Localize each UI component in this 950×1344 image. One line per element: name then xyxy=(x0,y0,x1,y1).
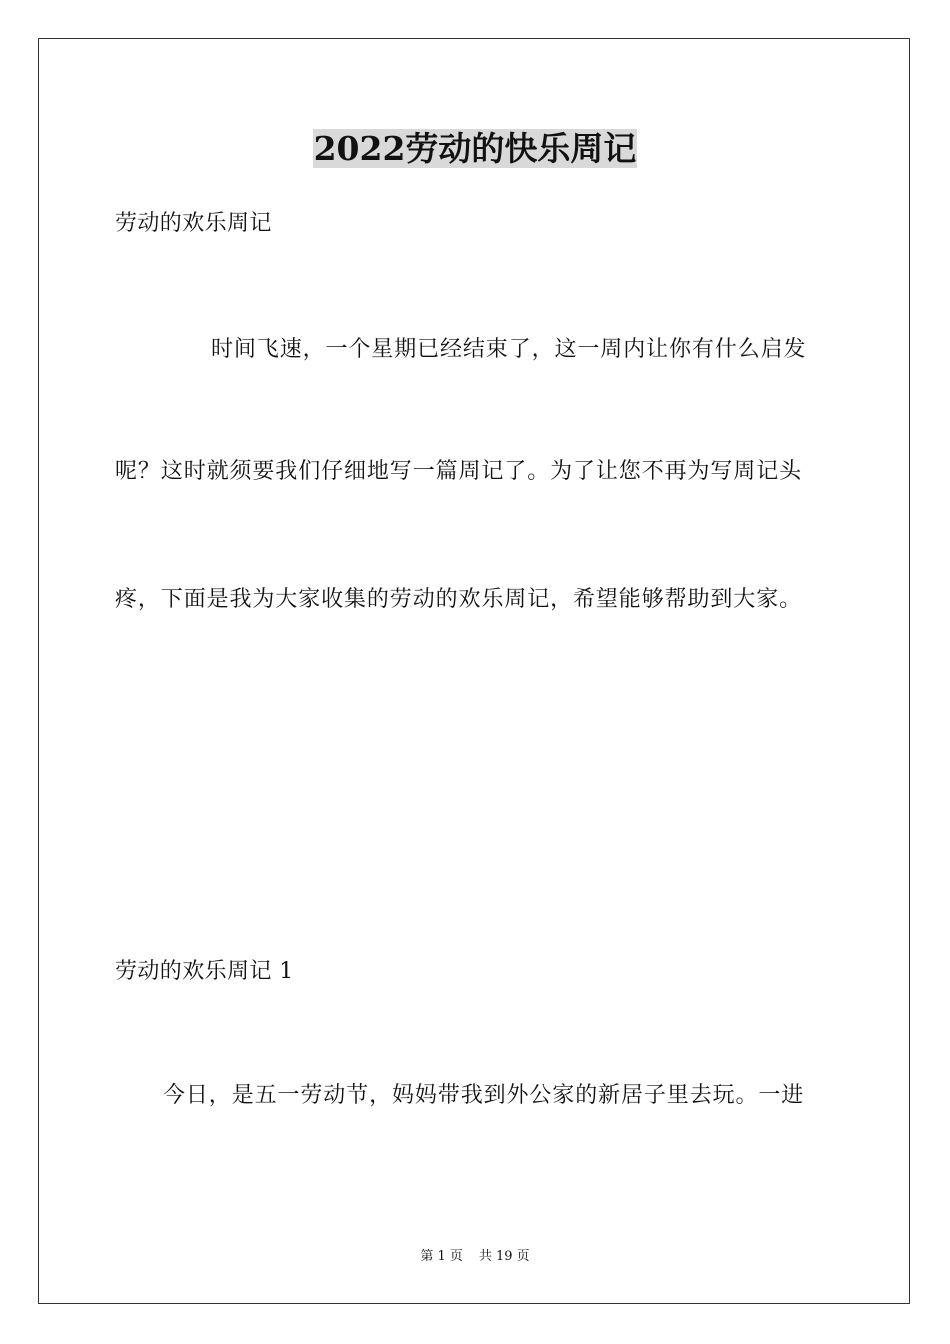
page-total: 共 19 页 xyxy=(478,1249,530,1264)
document-title-text: 2022劳动的快乐周记 xyxy=(313,129,637,168)
paragraph-line: 疼，下面是我为大家收集的劳动的欢乐周记，希望能够帮助到大家。 xyxy=(115,587,803,612)
section-first-line: 今日，是五一劳动节，妈妈带我到外公家的新居子里去玩。一进 xyxy=(163,1083,805,1108)
page-number: 第 1 页 xyxy=(420,1249,463,1264)
paragraph-line: 时间飞速，一个星期已经结束了，这一周内让你有什么启发 xyxy=(211,337,807,362)
document-title xyxy=(0,127,950,171)
page-footer xyxy=(0,1248,950,1266)
section-heading: 劳动的欢乐周记 1 xyxy=(115,959,294,984)
paragraph-line: 呢？这时就须要我们仔细地写一篇周记了。为了让您不再为写周记头 xyxy=(115,459,803,484)
intro-heading: 劳动的欢乐周记 xyxy=(115,211,272,236)
